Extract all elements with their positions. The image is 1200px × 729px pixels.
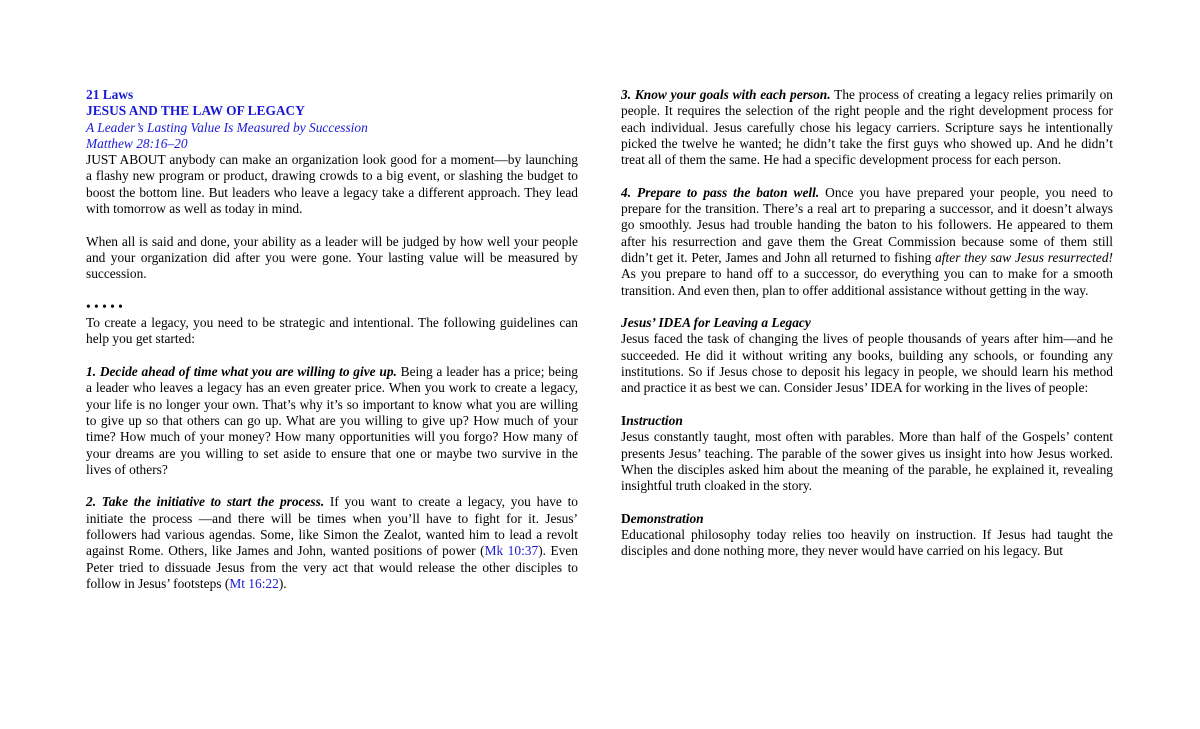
guideline-4-emphasis: after they saw Jesus resurrected!	[935, 249, 1113, 265]
guideline-4-body: Once you have prepared your people, you need to prepare for the transition. There’s a real art to preparing a successor, and it doesn’t always go smoothly. Jesus had trouble handing the baton to his followers. He appeared to them after his resurrection and gave them the Great Commission because some of them still didn’t get it. Peter, James and John all returned to fishing	[621, 184, 1114, 265]
guideline-2-heading: 2. Take the initiative to start the process.	[86, 494, 325, 510]
scripture-reference: Matthew 28:16–20	[86, 135, 188, 151]
scripture-link-mt[interactable]: Mt 16:22	[229, 575, 279, 591]
instruction-initial: I	[621, 412, 627, 428]
guideline-2-body-end: ).	[278, 575, 287, 591]
idea-heading: Jesus’ IDEA for Leaving a Legacy	[621, 315, 811, 331]
section-divider: • • • • •	[86, 298, 123, 314]
guideline-2-body-cont: ). Even Peter tried to dissuade Jesus from the very act that would release the other disciples to follow in Jesus’ footsteps (	[86, 543, 578, 591]
scripture-link-mk[interactable]: Mk 10:37	[484, 543, 539, 559]
guideline-1-heading: 1. Decide ahead of time what you are willing to give up.	[86, 364, 397, 380]
instruction-heading-rest: nstruction	[626, 412, 683, 428]
left-column	[86, 87, 578, 592]
guideline-4-heading: 4. Prepare to pass the baton well.	[621, 184, 820, 200]
right-column	[621, 87, 1113, 560]
intro-paragraph: JUST ABOUT anybody can make an organization look good for a moment—by launching a flashy new program or product, drawing crowds to a big event, or slashing the budget to boost the bottom line. But leaders who leave a legacy take a different approach. They lead with tomorrow as well as today in mind.	[86, 152, 578, 217]
guideline-3-heading: 3. Know your goals with each person.	[621, 87, 831, 102]
guidelines-intro: To create a legacy, you need to be strategic and intentional. The following guidelines can help you get started:	[86, 315, 578, 347]
instruction-paragraph: Jesus constantly taught, most often with parables. More than half of the Gospels’ content presents Jesus’ teaching. The parable of the sower gives us insight into how Jesus worked. When the disciples asked him about the meaning of the parable, he explained it, revealing insightful truth cloaked in the story.	[621, 429, 1113, 494]
guideline-3	[621, 87, 1113, 168]
guideline-3-body: The process of creating a legacy relies primarily on people. It requires the selection of the right people and the right development process for each individual. Jesus carefully chose his legacy carriers. Scripture says he intentionally picked the twelve he wanted; he didn’t take the first guys who showed up. And he didn’t treat all of them the same. He had a specific development process for each person.	[621, 87, 1113, 168]
chapter-title: JESUS AND THE LAW OF LEGACY	[86, 103, 305, 119]
succession-paragraph: When all is said and done, your ability as a leader will be judged by how well your people and your organization did after you were gone. Your lasting value will be measured by succession.	[86, 233, 578, 282]
guideline-1-body: Being a leader has a price; being a leader who leaves a legacy has an even greater price. When you work to create a legacy, your life is no longer your own. That’s why it’s so important to know what you are willing to give up so that others can go up. What are you willing to give up? How much of your time? How much of your money? How many opportunities will you forgo? How many of your dreams are you willing to set aside to ensure that one or maybe two survive in the lives of others?	[86, 364, 579, 477]
series-label: 21 Laws	[86, 87, 134, 102]
chapter-subtitle: A Leader’s Lasting Value Is Measured by Succession	[86, 119, 368, 135]
demonstration-paragraph: Educational philosophy today relies too heavily on instruction. If Jesus had taught the disciples and done nothing more, they never would have carried on his legacy. But	[621, 527, 1113, 559]
guideline-4	[621, 185, 1113, 299]
demonstration-heading	[621, 511, 1113, 527]
guideline-2-body: If you want to create a legacy, you have to initiate the process —and there will be times when you’ll have to fight for it. Jesus’ followers had various agendas. Some, like Simon the Zealot, wanted him to lead a revolt against Rome. Others, like James and John, wanted positions of power (	[86, 494, 578, 559]
demonstration-initial: D	[621, 510, 631, 526]
guideline-4-body-cont: As you prepare to hand off to a successor, do everything you can to make for a smooth transition. And even then, plan to offer additional assistance without getting in the way.	[621, 266, 1113, 298]
guideline-1	[86, 364, 578, 478]
demonstration-heading-rest: emonstration	[630, 510, 704, 526]
instruction-heading	[621, 413, 1113, 429]
idea-paragraph: Jesus faced the task of changing the lives of people thousands of years after him—and he succeeded. He did it without writing any books, building any schools, or founding any institutions. So if Jesus chose to deposit his legacy in people, we should learn his method and practice it as best we can. Consider Jesus’ IDEA for working in the lives of people:	[621, 331, 1113, 396]
guideline-2	[86, 494, 578, 592]
